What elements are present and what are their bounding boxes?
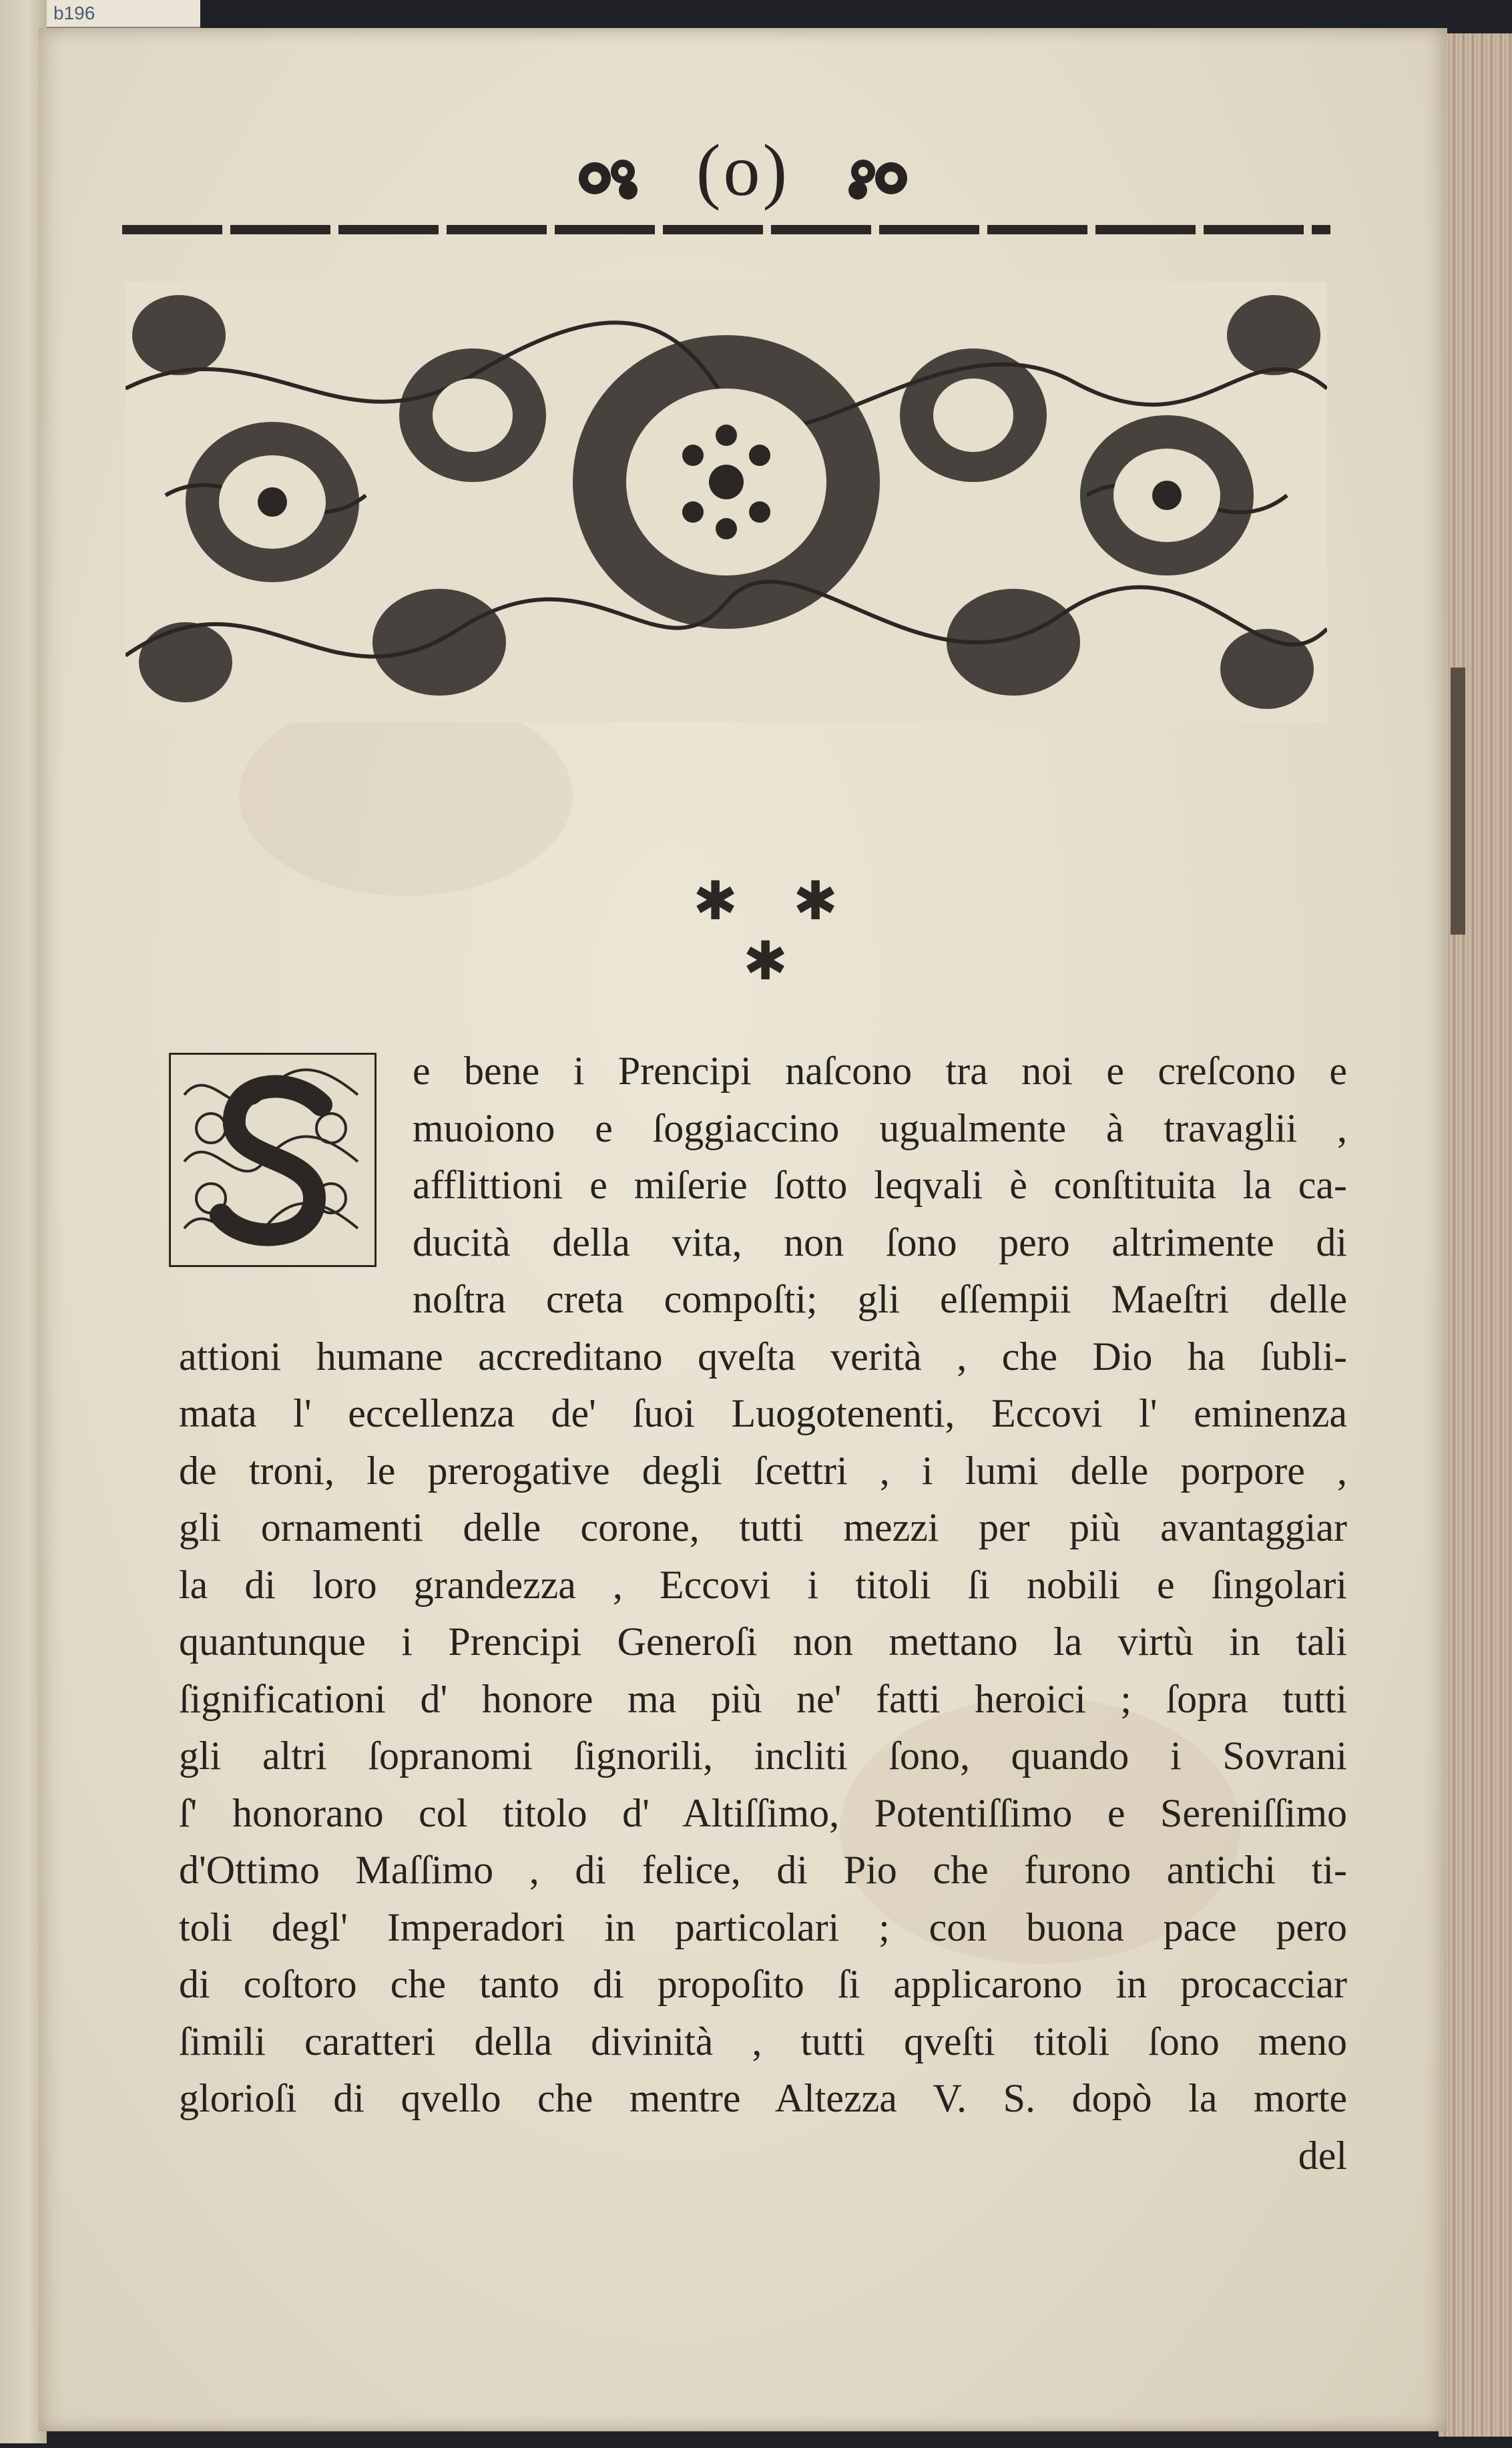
- text-line: mata l' eccellenza de' ſuoi Luogotenenti, Eccovi l' eminenza: [179, 1391, 1347, 1435]
- svg-text:✱: ✱: [693, 870, 738, 932]
- text-line: la di loro grandezza , Eccovi i titoli ſi nobili e ſingolari: [179, 1562, 1347, 1607]
- text-line: ducità della vita, non ſono pero altrimente di: [413, 1220, 1347, 1264]
- asterism-icon: [680, 866, 840, 999]
- right-flower-ornament-icon: [838, 152, 911, 205]
- text-line: glorioſi di qvello che mentre Altezza V. S. dopò la morte: [179, 2076, 1347, 2120]
- text-line: attioni humane accreditano qveſta verità , che Dio ha ſubli-: [179, 1334, 1347, 1379]
- text-line: muoiono e ſoggiaccino ugualmente à travaglii ,: [413, 1106, 1347, 1150]
- svg-text:✱: ✱: [793, 870, 838, 932]
- text-line: gli altri ſopranomi ſignorili, incliti ſono, quando i Sovrani: [179, 1734, 1347, 1778]
- text-line: ſimili caratteri della divinità , tutti qveſti titoli ſono meno: [179, 2019, 1347, 2063]
- left-flower-ornament-icon: [575, 152, 648, 205]
- text-line: e bene i Prencipi naſcono tra noi e creſcono e: [413, 1049, 1347, 1093]
- fore-edge-pages: [1439, 33, 1512, 2437]
- page-tab: [1451, 668, 1465, 935]
- text-line: ſ' honorano col titolo d' Altiſſimo, Potentiſſimo e Sereniſſimo: [179, 1790, 1347, 1835]
- header-rule: [122, 225, 1330, 234]
- body-text: [179, 1043, 1347, 2184]
- text-line: de troni, le prerogative degli ſcettri , i lumi delle porpore ,: [179, 1448, 1347, 1493]
- page-number: (o): [696, 130, 790, 211]
- floral-headpiece-icon: [125, 282, 1327, 722]
- text-line: noſtra creta compoſti; gli eſſempii Maeſtri delle: [413, 1277, 1347, 1321]
- page-number-line: [39, 128, 1447, 213]
- text-line: ſignificationi d' honore ma più ne' fatti heroici ; ſopra tutti: [179, 1676, 1347, 1721]
- text-line: quantunque i Prencipi Generoſi non mettano la virtù in tali: [179, 1620, 1347, 1664]
- text-line: di coſtoro che tanto di propoſito ſi applicarono in procacciar: [179, 1962, 1347, 2006]
- catchword: del: [1298, 2133, 1347, 2178]
- text-line: gli ornamenti delle corone, tutti mezzi per più avantaggiar: [179, 1505, 1347, 1549]
- text-line: toli degl' Imperadori in particolari ; con buona pace pero: [179, 1905, 1347, 1949]
- svg-text:✱: ✱: [743, 930, 788, 992]
- book-page: [39, 28, 1447, 2431]
- text-line: d'Ottimo Maſſimo , di felice, di Pio che furono antichi ti-: [179, 1848, 1347, 1892]
- text-line: afflittioni e miſerie ſotto leqvali è conſtituita la ca-: [413, 1163, 1347, 1207]
- margin-note: b196: [47, 0, 200, 28]
